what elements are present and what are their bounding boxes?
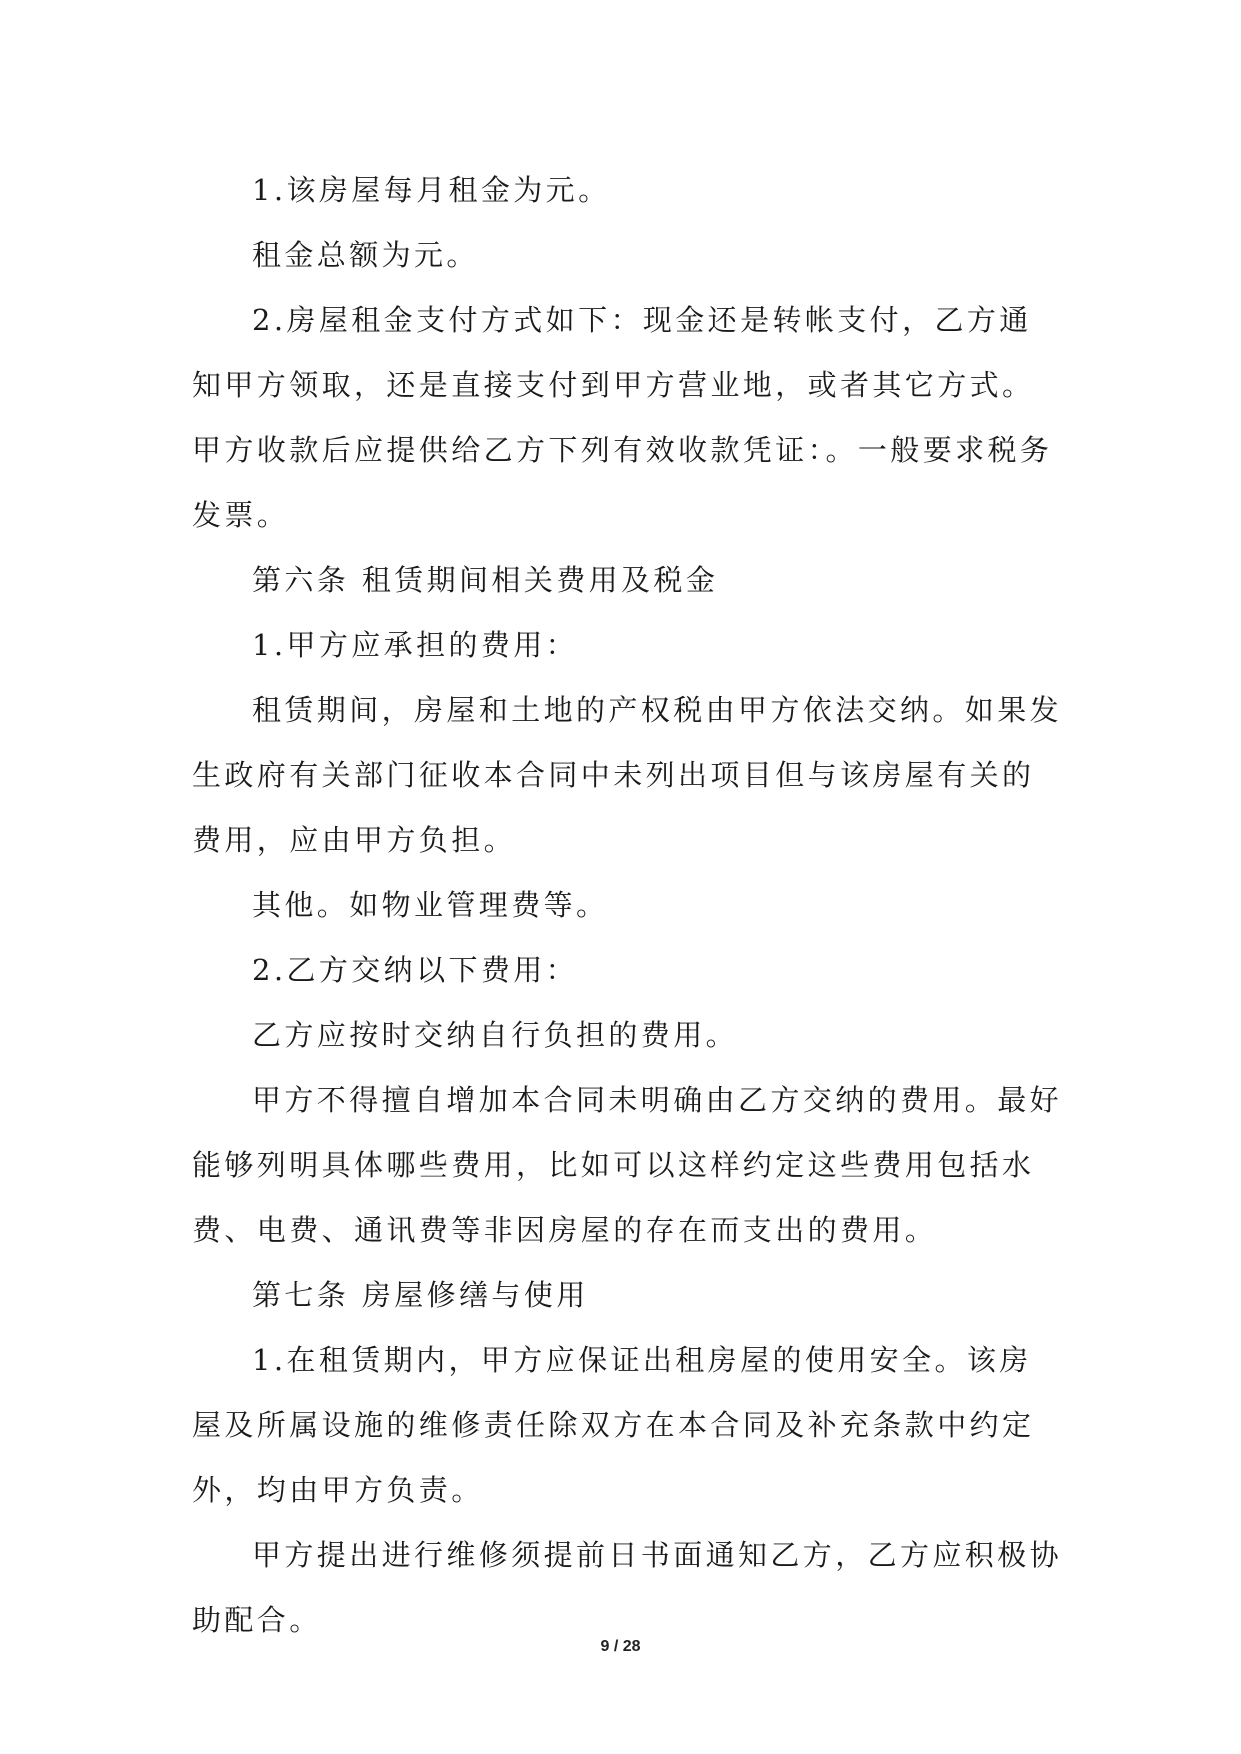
paragraph-payment-method: 2.房屋租金支付方式如下：现金还是转帐支付，乙方通知甲方领取，还是直接支付到甲方营业地，或者其它方式。甲方收款后应提供给乙方下列有效收款凭证：。一般要求税务发票。	[192, 303, 1053, 532]
paragraph-no-extra-fees: 甲方不得擅自增加本合同未明确由乙方交纳的费用。最好能够列明具体哪些费用，比如可以这样约定这些费用包括水费、电费、通讯费等非因房屋的存在而支出的费用。	[192, 1083, 1063, 1247]
paragraph-other-fees: 其他。如物业管理费等。	[252, 888, 609, 922]
paragraph-repair-responsibility: 1.在租赁期内，甲方应保证出租房屋的使用安全。该房屋及所属设施的维修责任除双方在本合同及补充条款中约定外，均由甲方负责。	[192, 1343, 1035, 1507]
paragraph-property-tax: 租赁期间，房屋和土地的产权税由甲方依法交纳。如果发生政府有关部门征收本合同中未列出项目但与该房屋有关的费用，应由甲方负担。	[192, 693, 1063, 857]
paragraph-rent-monthly: 1.该房屋每月租金为元。	[252, 173, 611, 207]
paragraph-party-b-fees-heading: 2.乙方交纳以下费用：	[252, 953, 579, 987]
document-body	[192, 158, 1062, 1653]
paragraph-party-b-pay-on-time: 乙方应按时交纳自行负担的费用。	[252, 1018, 739, 1052]
paragraph-rent-total: 租金总额为元。	[252, 238, 479, 272]
paragraph-party-a-fees-heading: 1.甲方应承担的费用：	[252, 628, 579, 662]
paragraph-repair-notice: 甲方提出进行维修须提前日书面通知乙方，乙方应积极协助配合。	[192, 1538, 1063, 1637]
article-seven-heading: 第七条 房屋修缮与使用	[252, 1278, 589, 1312]
article-six-heading: 第六条 租赁期间相关费用及税金	[252, 563, 719, 597]
page-number: 9 / 28	[600, 1638, 641, 1655]
